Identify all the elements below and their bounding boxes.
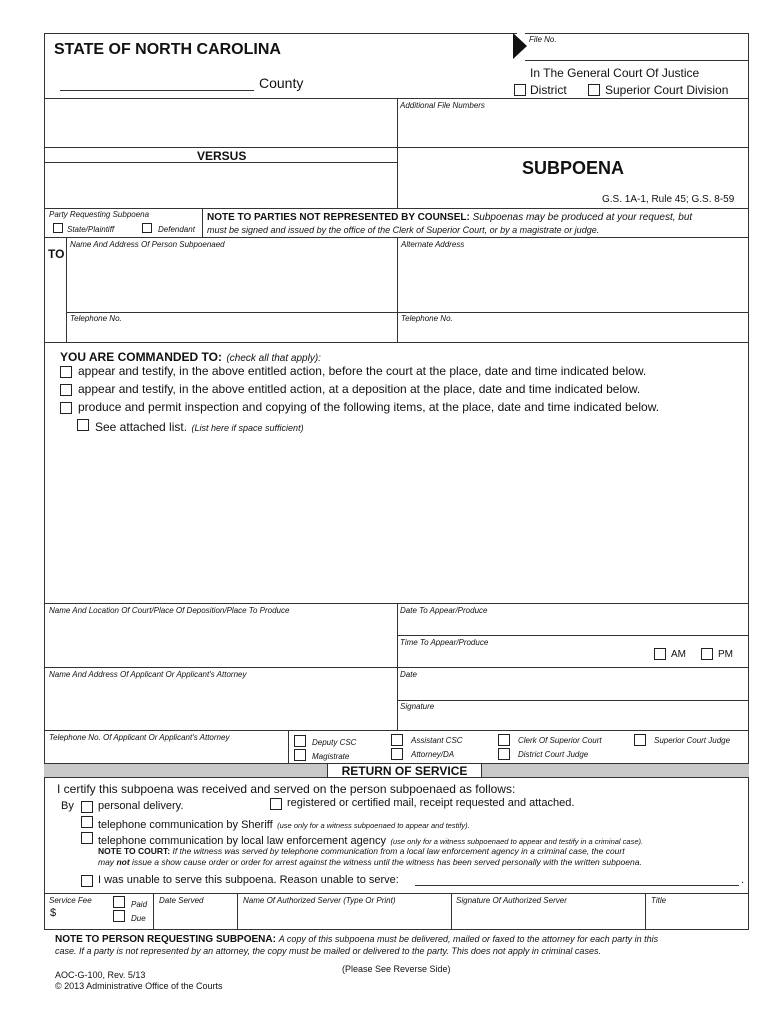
unable-end: . <box>741 874 745 886</box>
server-signature-label: Signature Of Authorized Server <box>456 896 567 905</box>
form-bottom-line <box>44 929 749 930</box>
phone-sheriff-checkbox[interactable] <box>81 816 93 828</box>
applicant-bottom-line <box>44 730 748 731</box>
defendant-checkbox[interactable] <box>142 223 152 233</box>
service-table-top-line <box>44 893 748 894</box>
unrepresented-note-text1: Subpoenas may be produced at your request, but <box>472 212 693 223</box>
alt-telephone-label: Telephone No. <box>401 314 453 323</box>
applicant-name-label: Name And Address Of Applicant Or Applicant's Attorney <box>49 670 247 679</box>
phone-local-checkbox[interactable] <box>81 832 93 844</box>
assistant-csc-label: Assistant CSC <box>411 736 463 745</box>
versus-line <box>44 162 397 163</box>
file-no-arrow-icon <box>513 33 527 59</box>
alternate-address-label: Alternate Address <box>401 240 465 249</box>
note-to-court-bold: NOTE TO COURT: <box>98 846 171 856</box>
appear-deposition-label: appear and testify, in the above entitled action, at a deposition at the place, date and time indicated below. <box>78 382 641 396</box>
superior-judge-checkbox[interactable] <box>634 734 646 746</box>
produce-label: produce and permit inspection and copying of the following items, at the place, date and time indicated below. <box>78 400 660 414</box>
unable-checkbox[interactable] <box>81 875 93 887</box>
paid-label: Paid <box>131 900 148 909</box>
due-label: Due <box>131 914 146 923</box>
telephone-top-line <box>66 312 748 313</box>
defendant-label: Defendant <box>158 225 195 234</box>
date-appear-label: Date To Appear/Produce <box>400 606 488 615</box>
registered-mail-checkbox[interactable] <box>270 798 282 810</box>
state-plaintiff-label: State/Plaintiff <box>67 225 115 234</box>
am-checkbox[interactable] <box>654 648 666 660</box>
telephone-label: Telephone No. <box>70 314 122 323</box>
note-to-court-line2 <box>98 857 642 867</box>
phone-local-label: telephone communication by local law enforcement agency <box>98 835 386 847</box>
note-to-court-2a: may <box>98 857 115 867</box>
time-appear-label: Time To Appear/Produce <box>400 638 489 647</box>
requesting-note-2: case. If a party is not represented by an attorney, the copy must be mailed or delivered to the party. This does not apply in criminal cases. <box>55 946 601 956</box>
see-attached-label: See attached list. <box>95 420 188 434</box>
see-attached <box>95 418 304 436</box>
note-to-court-2b: not <box>116 857 130 867</box>
signature-label: Signature <box>400 702 435 711</box>
dollar-sign: $ <box>50 907 57 919</box>
statutes: G.S. 1A-1, Rule 45; G.S. 8-59 <box>602 194 735 205</box>
attorney-da-checkbox[interactable] <box>391 748 403 760</box>
due-checkbox[interactable] <box>113 910 125 922</box>
person-subpoenaed-label: Name And Address Of Person Subpoenaed <box>70 240 225 249</box>
to-bottom-line <box>44 342 748 343</box>
copyright: © 2013 Administrative Office of the Courts <box>55 981 223 991</box>
requesting-note-1: A copy of this subpoena must be delivered, mailed or faxed to the attorney for each party in this <box>278 934 659 944</box>
applicant-top-line <box>44 667 748 668</box>
pm-label: PM <box>718 649 733 660</box>
paid-checkbox[interactable] <box>113 896 125 908</box>
county-label: County <box>259 75 304 91</box>
address-divider <box>397 237 398 342</box>
date-served-label: Date Served <box>159 896 204 905</box>
service-fee-label: Service Fee <box>49 896 92 905</box>
pm-checkbox[interactable] <box>701 648 713 660</box>
see-attached-note: (List here if space sufficient) <box>191 423 304 433</box>
am-label: AM <box>671 649 686 660</box>
requesting-note <box>55 934 658 945</box>
assistant-csc-checkbox[interactable] <box>391 734 403 746</box>
state-plaintiff-checkbox[interactable] <box>53 223 63 233</box>
commanded-heading-text: YOU ARE COMMANDED TO: <box>60 350 222 364</box>
party-divider <box>202 208 203 237</box>
district-judge-label: District Court Judge <box>518 750 589 759</box>
district-judge-checkbox[interactable] <box>498 748 510 760</box>
time-top-line <box>397 635 748 636</box>
county-input-line[interactable] <box>60 90 254 91</box>
clerk-superior-checkbox[interactable] <box>498 734 510 746</box>
unable-label: I was unable to serve this subpoena. Reason unable to serve: <box>98 874 399 886</box>
court-title: In The General Court Of Justice <box>530 66 700 80</box>
certify-statement: I certify this subpoena was received and served on the person subpoenaed as follows: <box>57 782 516 796</box>
subpoena-title: SUBPOENA <box>522 158 625 178</box>
phone-sheriff-label: telephone communication by Sheriff <box>98 819 273 831</box>
magistrate-label: Magistrate <box>312 752 350 761</box>
phone-local-note: (use only for a witness subpoenaed to appear and testify in a criminal case). <box>390 837 644 846</box>
court-location-label: Name And Location Of Court/Place Of Deposition/Place To Produce <box>49 606 290 615</box>
superior-checkbox[interactable] <box>588 84 600 96</box>
registered-mail-label: registered or certified mail, receipt requested and attached. <box>287 797 575 809</box>
personal-delivery-checkbox[interactable] <box>81 801 93 813</box>
see-attached-checkbox[interactable] <box>77 419 89 431</box>
applicant-telephone-label: Telephone No. Of Applicant Or Applicant's Attorney <box>49 733 230 742</box>
magistrate-checkbox[interactable] <box>294 749 306 761</box>
district-checkbox[interactable] <box>514 84 526 96</box>
title-label: Title <box>651 896 667 905</box>
superior-label: Superior Court Division <box>605 83 729 97</box>
unable-reason-line[interactable] <box>415 885 739 886</box>
note-to-court <box>98 846 625 856</box>
applicant-date-label: Date <box>400 670 417 679</box>
state-title: STATE OF NORTH CAROLINA <box>54 41 281 58</box>
appear-court-label: appear and testify, in the above entitled action, before the court at the place, date and time indicated below. <box>78 364 647 378</box>
unrepresented-note-bold: NOTE TO PARTIES NOT REPRESENTED BY COUNSEL: <box>207 212 470 223</box>
caption-bottom-line <box>44 208 748 209</box>
service-col-divider-3 <box>451 893 452 929</box>
caption-mid-line <box>44 147 748 148</box>
by-label: By <box>61 800 74 812</box>
return-service-title: RETURN OF SERVICE <box>341 764 468 778</box>
appear-court-checkbox[interactable] <box>60 366 72 378</box>
to-label: TO <box>48 247 65 261</box>
file-no-line <box>525 60 749 61</box>
reverse-side-note: (Please See Reverse Side) <box>342 964 451 974</box>
superior-judge-label: Superior Court Judge <box>654 736 731 745</box>
server-name-label: Name Of Authorized Server (Type Or Print) <box>243 896 396 905</box>
clerk-superior-label: Clerk Of Superior Court <box>518 736 602 745</box>
form-number: AOC-G-100, Rev. 5/13 <box>55 970 146 980</box>
signature-top-line <box>397 700 748 701</box>
attorney-da-label: Attorney/DA <box>411 750 455 759</box>
versus-label: VERSUS <box>197 149 247 163</box>
produce-checkbox[interactable] <box>60 402 72 414</box>
note-to-court-1: If the witness was served by telephone communication from a local law enforcement agency in a criminal case, the court <box>172 846 625 856</box>
requesting-note-bold: NOTE TO PERSON REQUESTING SUBPOENA: <box>55 934 276 945</box>
unrepresented-note-text2: must be signed and issued by the office of the Clerk of Superior Court, or by a magistrate or judge. <box>207 225 600 235</box>
district-label: District <box>530 83 567 97</box>
commanded-heading-note: (check all that apply): <box>226 353 321 364</box>
additional-file-numbers-label: Additional File Numbers <box>400 101 485 110</box>
service-col-divider-1 <box>153 893 154 929</box>
court-place-top-line <box>44 603 748 604</box>
party-bottom-line <box>44 237 748 238</box>
service-col-divider-2 <box>237 893 238 929</box>
file-no-label: File No. <box>529 35 557 44</box>
caption-top-line <box>44 98 748 99</box>
to-divider <box>66 237 67 342</box>
deputy-csc-checkbox[interactable] <box>294 735 306 747</box>
deputy-csc-label: Deputy CSC <box>312 738 357 747</box>
phone-sheriff-note: (use only for a witness subpoenaed to appear and testify). <box>277 821 470 830</box>
roles-divider <box>288 730 289 763</box>
unrepresented-note <box>207 212 692 223</box>
service-col-divider-4 <box>645 893 646 929</box>
appear-deposition-checkbox[interactable] <box>60 384 72 396</box>
note-to-court-2c: issue a show cause order or order for arrest against the witness until the witness has been served personally with the written subpoena. <box>132 857 642 867</box>
party-requesting-label: Party Requesting Subpoena <box>49 210 150 219</box>
caption-divider <box>397 98 398 208</box>
personal-delivery-label: personal delivery. <box>98 800 184 812</box>
